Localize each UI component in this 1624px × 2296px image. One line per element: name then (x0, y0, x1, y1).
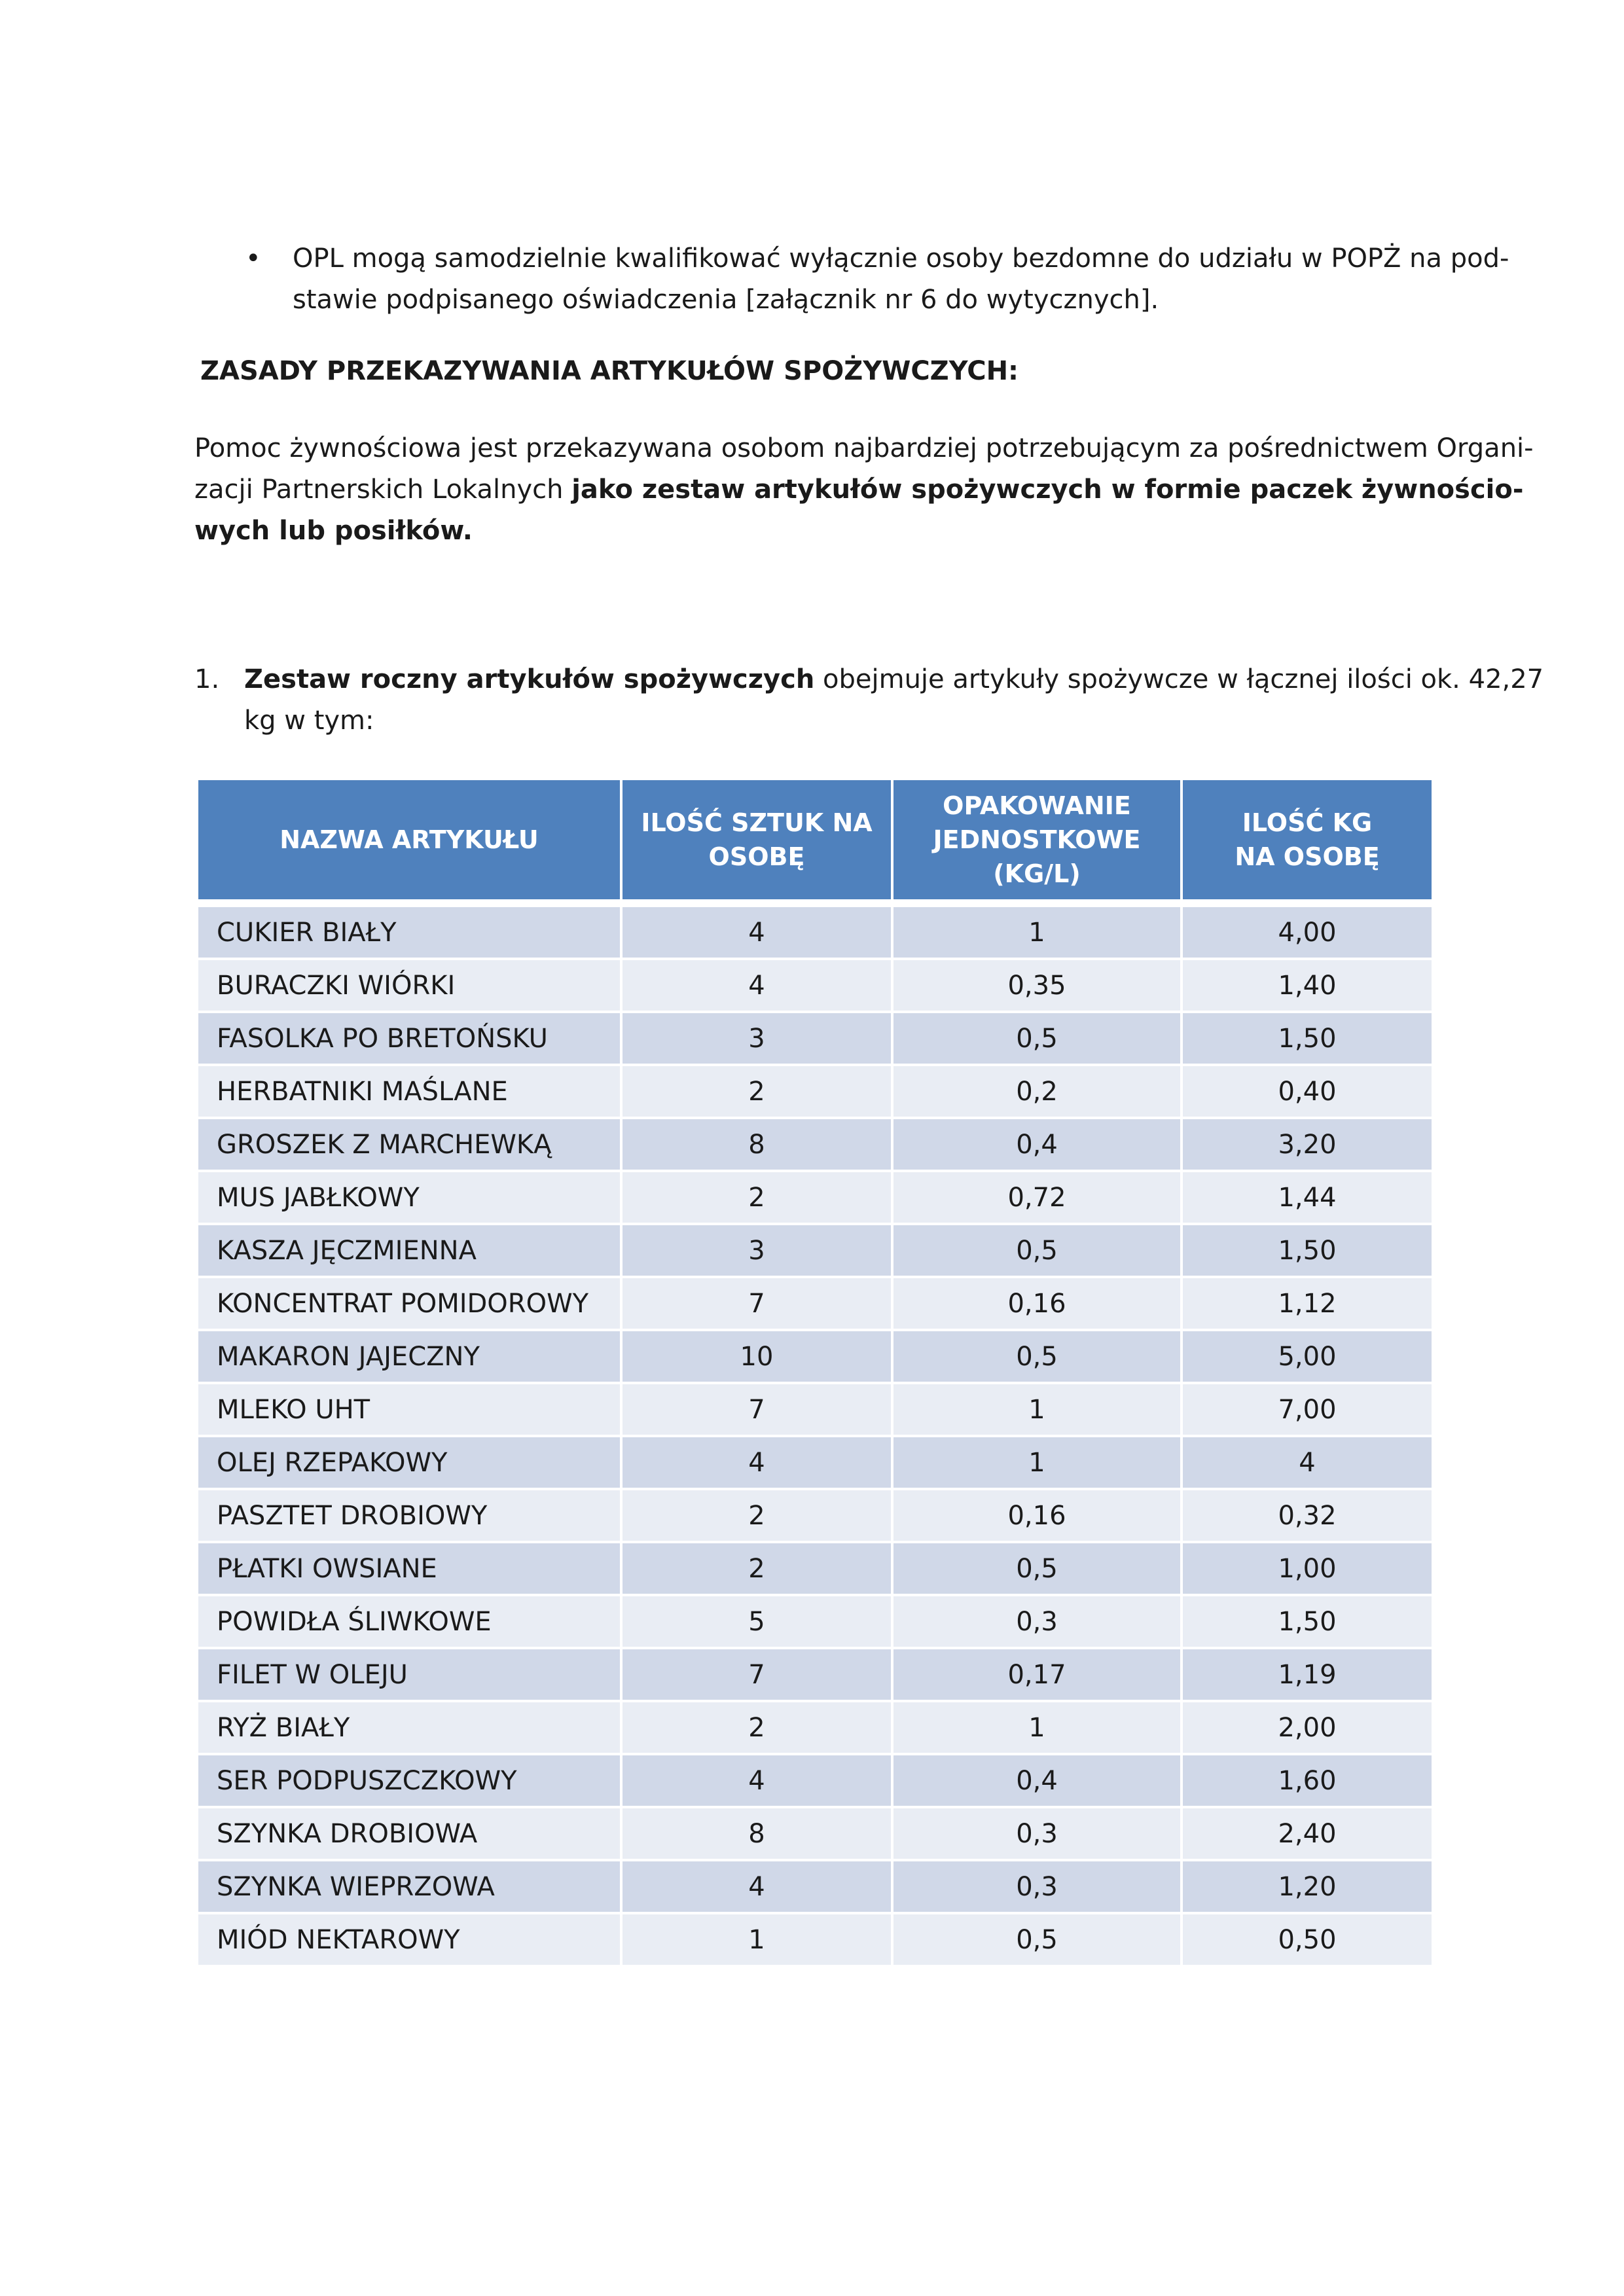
table-row (197, 1913, 1433, 1966)
table-row (197, 1542, 1433, 1595)
cell-quantity: 8 (621, 1118, 892, 1171)
cell-article-name: BURACZKI WIÓRKI (197, 959, 621, 1012)
section-heading: ZASADY PRZEKAZYWANIA ARTYKUŁÓW SPOŻYWCZYCH: (200, 356, 1019, 386)
cell-packaging: 1 (892, 1383, 1182, 1436)
cell-kg-per-person: 4,00 (1182, 903, 1433, 959)
cell-article-name: HERBATNIKI MAŚLANE (197, 1065, 621, 1118)
bullet-text (293, 238, 1509, 321)
cell-article-name: SZYNKA DROBIOWA (197, 1807, 621, 1860)
cell-quantity: 7 (621, 1277, 892, 1330)
table-row (197, 1648, 1433, 1701)
cell-packaging: 1 (892, 903, 1182, 959)
cell-article-name: RYŻ BIAŁY (197, 1701, 621, 1754)
table-row (197, 1383, 1433, 1436)
cell-kg-per-person: 1,60 (1182, 1754, 1433, 1807)
cell-quantity: 4 (621, 959, 892, 1012)
cell-packaging: 0,2 (892, 1065, 1182, 1118)
cell-article-name: PŁATKI OWSIANE (197, 1542, 621, 1595)
paragraph-line-2 (194, 469, 1524, 511)
cell-packaging: 0,16 (892, 1489, 1182, 1542)
cell-article-name: MAKARON JAJECZNY (197, 1330, 621, 1383)
cell-packaging: 0,16 (892, 1277, 1182, 1330)
cell-article-name: OLEJ RZEPAKOWY (197, 1436, 621, 1489)
numbered-item-rest: obejmuje artykuły spożywcze w łącznej ilości ok. 42,27 (814, 664, 1544, 694)
header-pack-line-1: OPAKOWANIE (943, 791, 1131, 820)
table-row (197, 903, 1433, 959)
header-kg-per-person (1182, 779, 1433, 903)
cell-article-name: MUS JABŁKOWY (197, 1171, 621, 1224)
header-packaging (892, 779, 1182, 903)
cell-article-name: CUKIER BIAŁY (197, 903, 621, 959)
table-row (197, 1860, 1433, 1913)
cell-article-name: SZYNKA WIEPRZOWA (197, 1860, 621, 1913)
bullet-line-2: stawie podpisanego oświadczenia [załącznik nr 6 do wytycznych]. (293, 285, 1159, 315)
cell-packaging: 0,3 (892, 1807, 1182, 1860)
cell-packaging: 0,17 (892, 1648, 1182, 1701)
table-row (197, 1277, 1433, 1330)
cell-packaging: 0,5 (892, 1913, 1182, 1966)
cell-kg-per-person: 1,50 (1182, 1012, 1433, 1065)
table-row (197, 1754, 1433, 1807)
table-row (197, 1065, 1433, 1118)
table-body (197, 903, 1433, 1966)
table-header-row (197, 779, 1433, 903)
header-kg-line-1: ILOŚĆ KG (1242, 808, 1373, 837)
cell-packaging: 0,4 (892, 1754, 1182, 1807)
cell-quantity: 2 (621, 1171, 892, 1224)
cell-kg-per-person: 2,00 (1182, 1701, 1433, 1754)
food-items-table (196, 778, 1434, 1967)
cell-quantity: 3 (621, 1224, 892, 1277)
paragraph-line-2-normal: zacji Partnerskich Lokalnych (194, 475, 572, 505)
cell-article-name: MLEKO UHT (197, 1383, 621, 1436)
table-row (197, 959, 1433, 1012)
cell-kg-per-person: 1,40 (1182, 959, 1433, 1012)
cell-kg-per-person: 1,44 (1182, 1171, 1433, 1224)
header-kg-line-2: NA OSOBĘ (1235, 842, 1380, 871)
cell-kg-per-person: 1,00 (1182, 1542, 1433, 1595)
cell-kg-per-person: 0,50 (1182, 1913, 1433, 1966)
list-number: 1. (194, 664, 220, 694)
table-row (197, 1330, 1433, 1383)
cell-packaging: 0,5 (892, 1224, 1182, 1277)
table-row (197, 1118, 1433, 1171)
numbered-item-bold: Zestaw roczny artykułów spożywczych (244, 664, 815, 694)
paragraph-line-1: Pomoc żywnościowa jest przekazywana osobom najbardziej potrzebującym za pośrednictwem Organi- (194, 433, 1534, 463)
cell-kg-per-person: 3,20 (1182, 1118, 1433, 1171)
cell-quantity: 4 (621, 1436, 892, 1489)
cell-article-name: SER PODPUSZCZKOWY (197, 1754, 621, 1807)
header-quantity (621, 779, 892, 903)
table-row (197, 1436, 1433, 1489)
cell-packaging: 0,72 (892, 1171, 1182, 1224)
cell-article-name: KONCENTRAT POMIDOROWY (197, 1277, 621, 1330)
numbered-item-text (244, 659, 1544, 742)
cell-quantity: 1 (621, 1913, 892, 1966)
cell-packaging: 1 (892, 1701, 1182, 1754)
table-row (197, 1012, 1433, 1065)
cell-quantity: 4 (621, 1860, 892, 1913)
cell-article-name: GROSZEK Z MARCHEWKĄ (197, 1118, 621, 1171)
cell-packaging: 0,5 (892, 1542, 1182, 1595)
table-row (197, 1224, 1433, 1277)
cell-quantity: 7 (621, 1648, 892, 1701)
cell-packaging: 0,3 (892, 1860, 1182, 1913)
table-row (197, 1807, 1433, 1860)
cell-kg-per-person: 1,50 (1182, 1224, 1433, 1277)
cell-kg-per-person: 5,00 (1182, 1330, 1433, 1383)
cell-packaging: 0,3 (892, 1595, 1182, 1648)
header-pack-line-2: JEDNOSTKOWE (933, 825, 1141, 854)
cell-kg-per-person: 0,40 (1182, 1065, 1433, 1118)
cell-kg-per-person: 1,12 (1182, 1277, 1433, 1330)
table-row (197, 1701, 1433, 1754)
cell-kg-per-person: 2,40 (1182, 1807, 1433, 1860)
cell-quantity: 2 (621, 1065, 892, 1118)
table-row (197, 1171, 1433, 1224)
cell-article-name: FASOLKA PO BRETOŃSKU (197, 1012, 621, 1065)
cell-kg-per-person: 7,00 (1182, 1383, 1433, 1436)
cell-packaging: 0,5 (892, 1330, 1182, 1383)
intro-paragraph (194, 428, 1534, 552)
header-qty-line-1: ILOŚĆ SZTUK NA (641, 808, 873, 837)
cell-quantity: 4 (621, 903, 892, 959)
cell-quantity: 5 (621, 1595, 892, 1648)
paragraph-line-2-bold: jako zestaw artykułów spożywczych w formie paczek żywnościo- (571, 475, 1524, 505)
header-pack-line-3: (KG/L) (993, 859, 1081, 888)
bullet-icon: • (245, 243, 261, 274)
header-name-text: NAZWA ARTYKUŁU (280, 825, 539, 854)
header-article-name (197, 779, 621, 903)
cell-packaging: 0,5 (892, 1012, 1182, 1065)
numbered-line-2: kg w tym: (244, 706, 374, 736)
table-row (197, 1595, 1433, 1648)
numbered-line-1 (244, 659, 1544, 700)
cell-kg-per-person: 1,20 (1182, 1860, 1433, 1913)
cell-quantity: 8 (621, 1807, 892, 1860)
cell-packaging: 0,4 (892, 1118, 1182, 1171)
cell-quantity: 7 (621, 1383, 892, 1436)
cell-article-name: MIÓD NEKTAROWY (197, 1913, 621, 1966)
cell-quantity: 10 (621, 1330, 892, 1383)
cell-quantity: 2 (621, 1542, 892, 1595)
cell-article-name: KASZA JĘCZMIENNA (197, 1224, 621, 1277)
paragraph-line-3-bold: wych lub posiłków. (194, 516, 473, 546)
cell-quantity: 2 (621, 1489, 892, 1542)
paragraph-line-3 (194, 511, 1432, 552)
table-row (197, 1489, 1433, 1542)
cell-kg-per-person: 1,50 (1182, 1595, 1433, 1648)
bullet-line-1: OPL mogą samodzielnie kwalifikować wyłącznie osoby bezdomne do udziału w POPŻ na pod- (293, 243, 1509, 274)
cell-article-name: FILET W OLEJU (197, 1648, 621, 1701)
cell-kg-per-person: 4 (1182, 1436, 1433, 1489)
cell-quantity: 3 (621, 1012, 892, 1065)
cell-quantity: 4 (621, 1754, 892, 1807)
cell-quantity: 2 (621, 1701, 892, 1754)
cell-kg-per-person: 1,19 (1182, 1648, 1433, 1701)
cell-packaging: 0,35 (892, 959, 1182, 1012)
cell-kg-per-person: 0,32 (1182, 1489, 1433, 1542)
cell-packaging: 1 (892, 1436, 1182, 1489)
header-qty-line-2: OSOBĘ (708, 842, 805, 871)
cell-article-name: POWIDŁA ŚLIWKOWE (197, 1595, 621, 1648)
cell-article-name: PASZTET DROBIOWY (197, 1489, 621, 1542)
